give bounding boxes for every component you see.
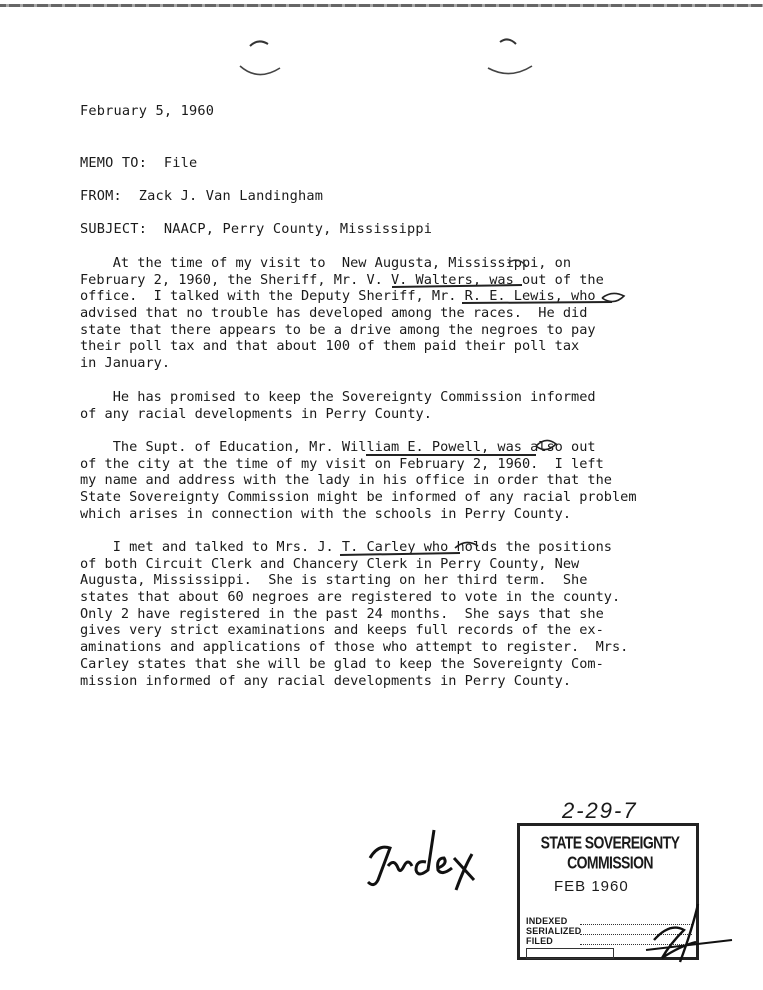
stamp-blank-box (526, 948, 614, 959)
paragraph-line: aminations and applications of those who attempt to register. Mrs. (80, 639, 629, 656)
paragraph-line: of the city at the time of my visit on February 2, 1960. I left (80, 455, 604, 472)
handwritten-index-note (364, 824, 498, 894)
paragraph-line: of both Circuit Clerk and Chancery Clerk in Perry County, New (80, 555, 580, 572)
paragraph-line: mission informed of any racial developments in Perry County. (80, 672, 572, 689)
memo-date: February 5, 1960 (80, 103, 215, 119)
memo-from-line: FROM: Zack J. Van Landingham (80, 188, 324, 204)
stamp-title: STATE SOVEREIGNTY COMMISSION (540, 832, 680, 872)
paragraph-line: Augusta, Mississippi. She is starting on her third term. She (80, 572, 588, 589)
paragraph-line: The Supt. of Education, Mr. William E. Powell, was also out (80, 439, 596, 455)
stamp-label-filed: FILED (526, 936, 553, 946)
stamp-label-serialized: SERIALIZED (526, 926, 582, 936)
paragraph-line: states that about 60 negroes are registered to vote in the county. (80, 589, 621, 606)
stamp-date: FEB 1960 (554, 878, 629, 895)
paragraph-line: of any racial developments in Perry County. (80, 405, 432, 422)
memo-to-line: MEMO TO: File (80, 155, 198, 171)
stamp-label-indexed: INDEXED (526, 916, 568, 926)
paragraph-line: state that there appears to be a drive among the negroes to pay (80, 321, 596, 338)
stamp-initials-scribble (640, 900, 740, 970)
paragraph-line: advised that no trouble has developed among the races. He did (80, 305, 588, 322)
paragraph-line: State Sovereignty Commission might be informed of any racial problem (80, 489, 637, 506)
paragraph-line: gives very strict examinations and keeps full records of the ex- (80, 622, 604, 639)
paragraph-line: which arises in connection with the schools in Perry County. (80, 505, 572, 522)
paragraph-line: Only 2 have registered in the past 24 months. She says that she (80, 605, 604, 622)
handwritten-file-number: 2-29-7 (562, 798, 638, 823)
paragraph-line: their poll tax and that about 100 of them paid their poll tax (80, 338, 580, 355)
paragraph-line: in January. (80, 355, 171, 372)
paragraph-line: I met and talked to Mrs. J. T. Carley who holds the positions (80, 539, 612, 555)
paragraph-line: Carley states that she will be glad to keep the Sovereignty Com- (80, 655, 604, 672)
paragraph-line: At the time of my visit to New Augusta, Mississippi, on (80, 255, 572, 271)
paragraph-line: my name and address with the lady in his office in order that the (80, 472, 612, 489)
memo-subject-line: SUBJECT: NAACP, Perry County, Mississippi (80, 221, 433, 237)
paragraph-line: He has promised to keep the Sovereignty Commission informed (80, 389, 596, 405)
paragraph-line: February 2, 1960, the Sheriff, Mr. V. V. Walters, was out of the (80, 271, 604, 288)
paragraph-line: office. I talked with the Deputy Sheriff, Mr. R. E. Lewis, who (80, 288, 596, 305)
